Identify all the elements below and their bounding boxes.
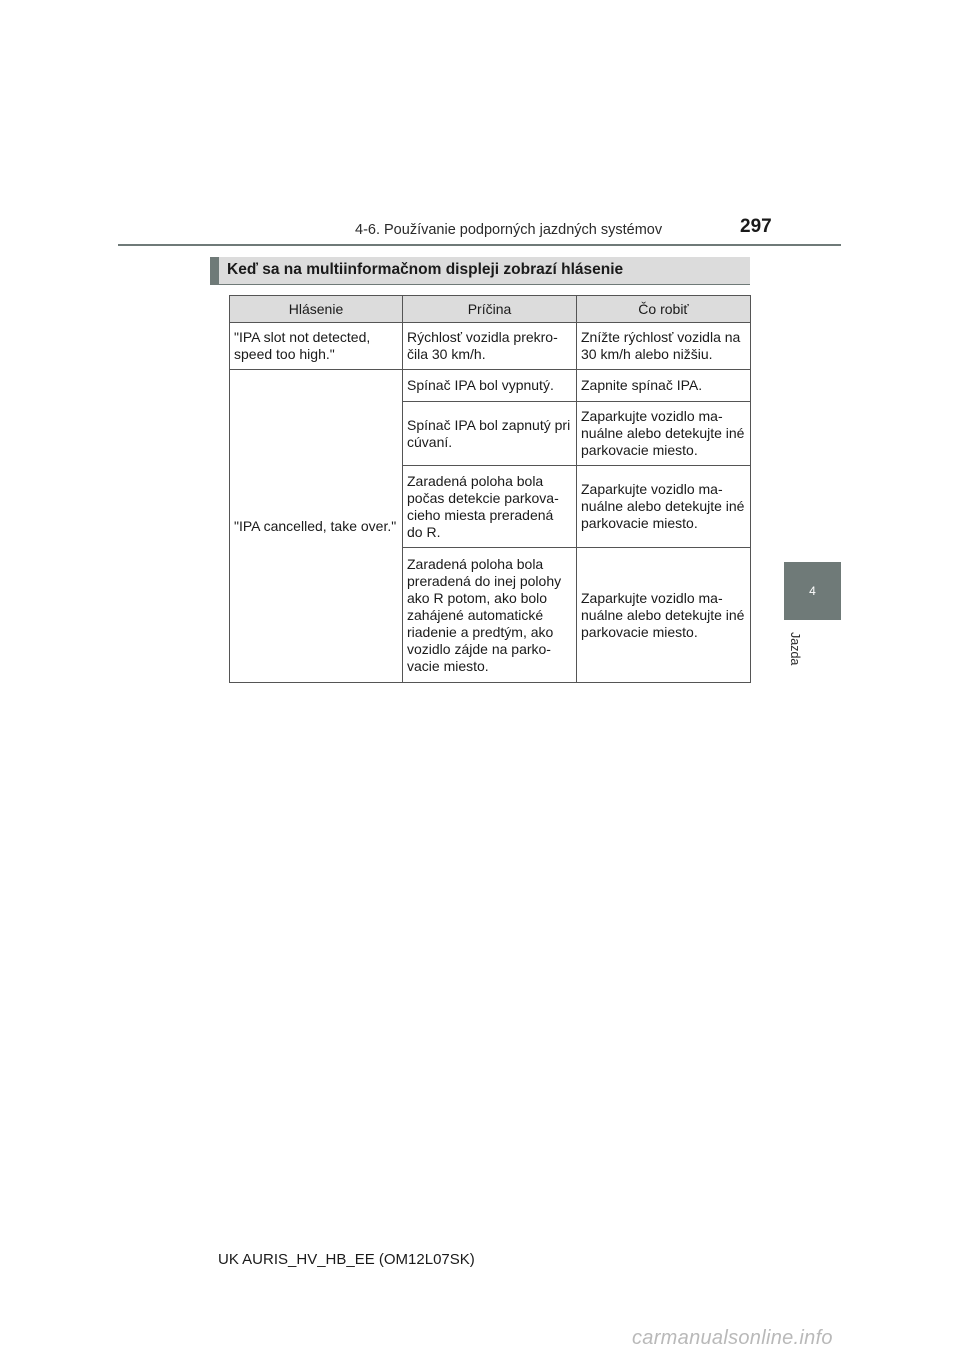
column-header-action: Čo robiť <box>577 296 751 323</box>
cause-cell: Rýchlosť vozidla prekro-čila 30 km/h. <box>403 323 577 370</box>
message-table <box>229 295 751 683</box>
column-header-cause: Príčina <box>403 296 577 323</box>
cause-cell: Spínač IPA bol vypnutý. <box>403 370 577 402</box>
header-divider <box>118 244 841 246</box>
action-cell: Zaparkujte vozidlo ma-nuálne alebo detekujte iné parkovacie miesto. <box>577 548 751 683</box>
action-cell: Zaparkujte vozidlo ma-nuálne alebo detekujte iné parkovacie miesto. <box>577 466 751 548</box>
message-cell: "IPA cancelled, take over." <box>230 370 403 683</box>
chapter-number: 4 <box>809 584 816 598</box>
cause-cell: Zaradená poloha bola preradená do inej polohy ako R potom, ako bolo zahájené automatické riadenie a predtým, ako vozidlo zájde na parko-vacie miesto. <box>403 548 577 683</box>
chapter-label: Jazda <box>788 632 802 666</box>
cause-cell: Spínač IPA bol zapnutý pri cúvaní. <box>403 402 577 466</box>
document-code: UK AURIS_HV_HB_EE (OM12L07SK) <box>218 1251 475 1268</box>
action-cell: Zapnite spínač IPA. <box>577 370 751 402</box>
section-heading-bar <box>210 257 750 284</box>
page-header-title: 4-6. Používanie podporných jazdných systémov <box>355 222 663 238</box>
section-marker <box>210 257 219 284</box>
table-row <box>230 323 751 370</box>
section-title: Keď sa na multiinformačnom displeji zobrazí hlásenie <box>227 261 624 278</box>
chapter-tab <box>784 562 841 620</box>
section-underline <box>210 284 750 285</box>
column-header-message: Hlásenie <box>230 296 403 323</box>
table-row <box>230 370 751 402</box>
table-header-row <box>230 296 751 323</box>
action-cell: Zaparkujte vozidlo ma-nuálne alebo detekujte iné parkovacie miesto. <box>577 402 751 466</box>
page-number: 297 <box>740 216 772 237</box>
cause-cell: Zaradená poloha bola počas detekcie parkova-cieho miesta preradená do R. <box>403 466 577 548</box>
message-cell: "IPA slot not detected, speed too high." <box>230 323 403 370</box>
action-cell: Znížte rýchlosť vozidla na 30 km/h alebo nižšiu. <box>577 323 751 370</box>
watermark: carmanualsonline.info <box>632 1327 833 1349</box>
